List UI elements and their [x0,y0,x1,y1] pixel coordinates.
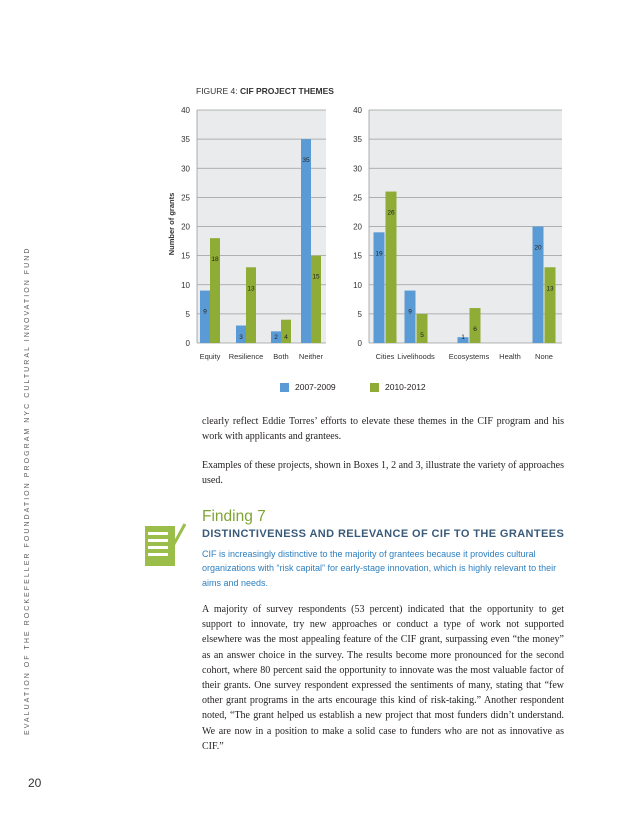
finding-summary: CIF is increasingly distinctive to the majority of grantees because it provides cultural organizations with “risk capital” for early-stage innovation, which is highly relevant to their aims and needs. [202,549,557,588]
data-label: 3 [239,334,243,341]
bar [545,267,556,343]
y-tick-label: 20 [181,222,190,232]
side-running-title-text: EVALUATION OF THE ROCKEFELLER FOUNDATION PROGRAM NYC CULTURAL INNOVATION FUND [24,246,31,735]
x-tick-label: Neither [298,352,324,361]
data-label: 9 [203,308,207,316]
y-tick-label: 5 [357,309,362,319]
y-tick-label: 20 [353,222,362,232]
legend-item-2007-2009 [280,382,336,392]
legend-label-2010-2012: 2010-2012 [385,382,426,392]
figure-title-text: CIF PROJECT THEMES [239,86,334,96]
bar [210,238,220,343]
data-label: 1 [461,334,465,341]
data-label: 18 [211,256,219,264]
figure-label: FIGURE 4: [196,86,240,96]
data-label: 13 [247,285,255,293]
x-tick-label: None [535,352,553,361]
data-label: 26 [387,209,395,217]
data-label: 13 [546,285,554,293]
data-label: 6 [473,326,477,334]
paragraph-themes: clearly reflect Eddie Torres’ efforts to elevate these themes in the CIF program and his work with applicants and grantees. [202,416,564,443]
y-tick-label: 35 [353,135,362,145]
y-tick-label: 40 [353,106,362,115]
bar [301,139,311,343]
x-tick-label: Cities [375,352,395,361]
y-tick-label: 15 [181,251,190,261]
y-tick-label: 25 [353,193,362,203]
y-tick-label: 10 [181,280,190,290]
y-tick-label: 30 [181,164,190,174]
bar [246,267,256,343]
y-tick-label: 40 [181,106,190,115]
data-label: 4 [284,334,288,341]
legend-item-2010-2012 [370,382,426,392]
data-label: 20 [534,244,542,252]
checklist-icon [145,520,187,570]
legend-swatch-2010-2012 [370,383,379,392]
y-tick-label: 30 [353,164,362,174]
y-tick-label: 35 [181,135,190,145]
y-tick-label: 10 [353,280,362,290]
paragraph-examples: Examples of these projects, shown in Boxes 1, 2 and 3, illustrate the variety of approaches used. [202,460,564,487]
finding-heading: DISTINCTIVENESS AND RELEVANCE OF CIF TO THE GRANTEES [202,528,565,540]
data-label: 9 [408,308,412,316]
data-label: 2 [274,334,278,341]
y-tick-label: 5 [185,309,190,319]
chart-legend [0,382,638,396]
x-tick-label: Both [273,352,289,361]
cif-project-themes-charts [0,0,638,380]
y-tick-label: 0 [357,339,362,348]
x-tick-label: Livelihoods [397,352,435,361]
side-running-title [24,246,36,735]
x-tick-label: Ecosystems [448,352,490,361]
legend-label-2007-2009: 2007-2009 [295,382,336,392]
x-tick-label: Equity [199,352,221,361]
bar [311,256,321,343]
y-tick-label: 25 [181,193,190,203]
y-axis-label: Number of grants [167,192,176,256]
y-tick-label: 0 [185,339,190,348]
data-label: 15 [312,273,320,281]
finding-label: Finding 7 [202,508,266,525]
legend-swatch-2007-2009 [280,383,289,392]
data-label: 19 [375,250,383,258]
data-label: 5 [420,331,424,339]
x-tick-label: Resilience [228,352,264,361]
bar [374,232,385,343]
paragraph-survey: A majority of survey respondents (53 percent) indicated that the opportunity to get support to innovate, try new approaches or conduct a type of work not supported elsewhere was the most appealing feature of the CIF grant, surpassing even “the money” as an answer choice in the survey. The results become more pronounced for the second cohort, where 80 percent said the opportunity to innovate was the most valuable factor of their grants. One survey respondent expressed the sentiments of many, stating that “few other grant programs in the arts encourage this kind of risk-taking.” Another respondent noted, “The grant helped us establish a new project that most funders didn’t understand. We are now in a position to make a solid case to funders who are not as innovative as CIF.” [202,604,564,752]
bar [405,291,416,343]
data-label: 35 [302,157,310,165]
bar [200,291,210,343]
y-tick-label: 15 [353,251,362,261]
x-tick-label: Health [499,352,521,361]
page-number: 20 [28,776,42,790]
